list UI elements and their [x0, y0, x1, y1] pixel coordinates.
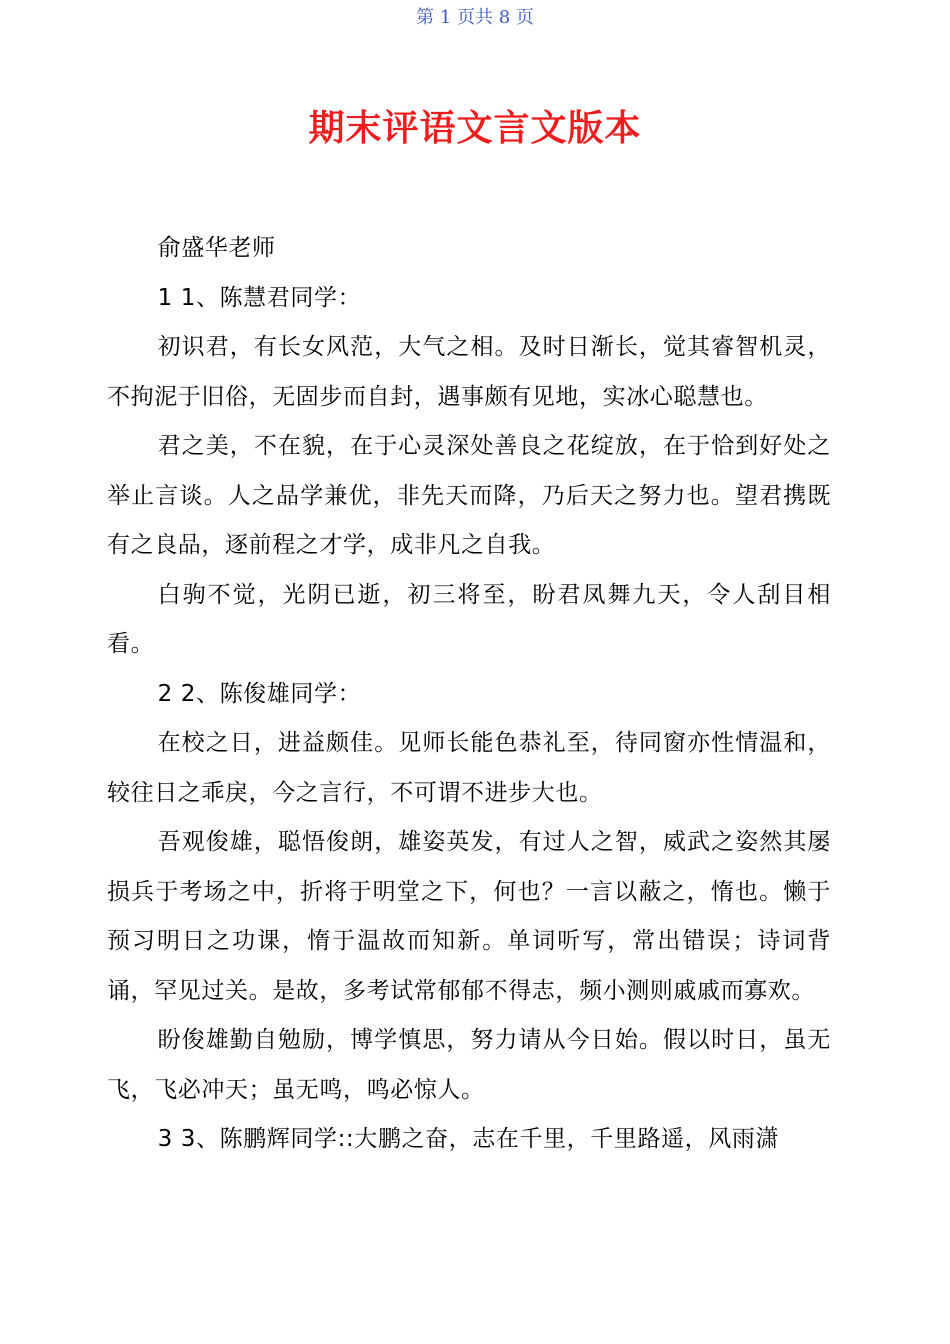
- paragraph-student-heading: 3 3、陈鹏辉同学::大鹏之奋，志在千里，千里路遥，风雨潇: [157, 1126, 780, 1152]
- document-body: [107, 224, 831, 1165]
- paragraph: 白驹不觉，光阴已逝，初三将至，盼君凤舞九天，令人刮目相看。: [107, 581, 831, 657]
- paragraph-student-heading: 2 2、陈俊雄同学：: [157, 680, 362, 707]
- paragraph: 初识君，有长女风范，大气之相。及时日渐长，觉其睿智机灵，不拘泥于旧俗，无固步而自封，遇事颇有见地，实冰心聪慧也。: [107, 334, 831, 410]
- paragraph: 在校之日，进益颇佳。见师长能色恭礼至，待同窗亦性情温和，较往日之乖戾，今之言行，不可谓不进步大也。: [107, 730, 831, 806]
- paragraph: 君之美，不在貌，在于心灵深处善良之花绽放，在于恰到好处之举止言谈。人之品学兼优，非先天而降，乃后天之努力也。望君携既有之良品，逐前程之才学，成非凡之自我。: [107, 433, 831, 558]
- paragraph-teacher-name: 俞盛华老师: [157, 235, 276, 261]
- page-indicator: 第 1 页共 8 页: [416, 7, 534, 28]
- paragraph-student-heading: 1 1、陈慧君同学：: [157, 284, 362, 311]
- document-title: 期末评语文言文版本: [308, 108, 642, 149]
- paragraph: 盼俊雄勤自勉励，博学慎思，努力请从今日始。假以时日，虽无飞，飞必冲天；虽无鸣，鸣必惊人。: [107, 1027, 831, 1103]
- paragraph: 吾观俊雄，聪悟俊朗，雄姿英发，有过人之智，威武之姿然其屡损兵于考场之中，折将于明堂之下，何也？一言以蔽之，惰也。懒于预习明日之功课，惰于温故而知新。单词听写，常出错误；诗词背诵，罕见过关。是故，多考试常郁郁不得志，频小测则戚戚而寡欢。: [107, 829, 831, 1004]
